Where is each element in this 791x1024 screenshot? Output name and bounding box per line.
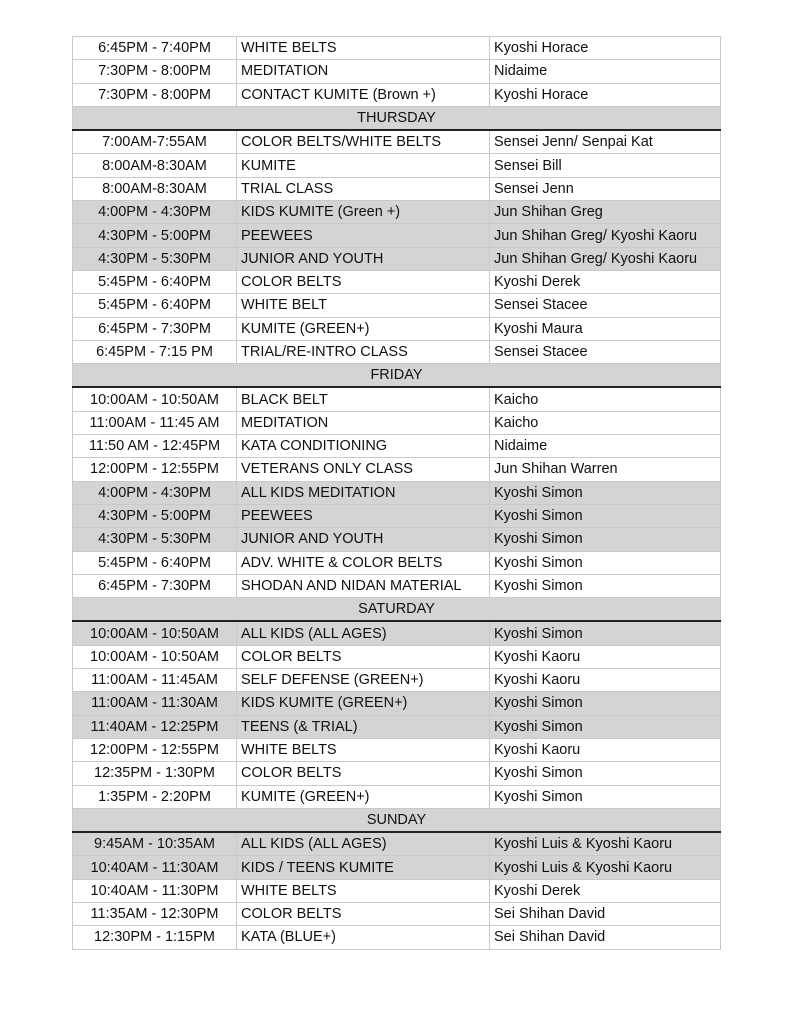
schedule-row xyxy=(73,692,721,715)
instructor-name: Kaicho xyxy=(490,387,721,411)
class-name: KIDS KUMITE (GREEN+) xyxy=(237,692,490,715)
schedule-row xyxy=(73,435,721,458)
class-name: COLOR BELTS xyxy=(237,645,490,668)
class-time: 12:35PM - 1:30PM xyxy=(73,762,237,785)
class-time: 8:00AM-8:30AM xyxy=(73,154,237,177)
class-time: 11:00AM - 11:45 AM xyxy=(73,411,237,434)
instructor-name: Jun Shihan Greg xyxy=(490,201,721,224)
instructor-name: Sensei Jenn xyxy=(490,177,721,200)
schedule-row xyxy=(73,528,721,551)
instructor-name: Sensei Bill xyxy=(490,154,721,177)
class-time: 7:30PM - 8:00PM xyxy=(73,60,237,83)
schedule-row xyxy=(73,574,721,597)
class-name: KATA CONDITIONING xyxy=(237,435,490,458)
class-name: COLOR BELTS/WHITE BELTS xyxy=(237,130,490,154)
day-header: SATURDAY xyxy=(73,598,721,622)
instructor-name: Kyoshi Derek xyxy=(490,270,721,293)
class-name: PEEWEES xyxy=(237,504,490,527)
class-name: WHITE BELT xyxy=(237,294,490,317)
class-time: 12:30PM - 1:15PM xyxy=(73,926,237,949)
instructor-name: Kyoshi Simon xyxy=(490,481,721,504)
class-name: TEENS (& TRIAL) xyxy=(237,715,490,738)
instructor-name: Sensei Jenn/ Senpai Kat xyxy=(490,130,721,154)
instructor-name: Kyoshi Derek xyxy=(490,879,721,902)
instructor-name: Sei Shihan David xyxy=(490,926,721,949)
schedule-row xyxy=(73,154,721,177)
schedule-row xyxy=(73,458,721,481)
instructor-name: Kyoshi Luis & Kyoshi Kaoru xyxy=(490,832,721,856)
instructor-name: Sensei Stacee xyxy=(490,340,721,363)
instructor-name: Kyoshi Maura xyxy=(490,317,721,340)
day-header-row xyxy=(73,808,721,832)
class-time: 11:00AM - 11:30AM xyxy=(73,692,237,715)
schedule-row xyxy=(73,926,721,949)
schedule-row xyxy=(73,60,721,83)
schedule-row xyxy=(73,669,721,692)
class-time: 5:45PM - 6:40PM xyxy=(73,294,237,317)
instructor-name: Kyoshi Horace xyxy=(490,83,721,106)
instructor-name: Kyoshi Horace xyxy=(490,37,721,60)
schedule-row xyxy=(73,504,721,527)
class-time: 6:45PM - 7:40PM xyxy=(73,37,237,60)
schedule-row xyxy=(73,481,721,504)
class-time: 10:40AM - 11:30AM xyxy=(73,856,237,879)
schedule-body xyxy=(73,37,721,950)
class-time: 12:00PM - 12:55PM xyxy=(73,458,237,481)
class-time: 10:40AM - 11:30PM xyxy=(73,879,237,902)
class-time: 4:00PM - 4:30PM xyxy=(73,481,237,504)
schedule-row xyxy=(73,411,721,434)
class-time: 10:00AM - 10:50AM xyxy=(73,621,237,645)
class-name: COLOR BELTS xyxy=(237,762,490,785)
schedule-row xyxy=(73,387,721,411)
instructor-name: Kyoshi Simon xyxy=(490,528,721,551)
class-name: COLOR BELTS xyxy=(237,270,490,293)
class-time: 11:00AM - 11:45AM xyxy=(73,669,237,692)
class-time: 11:40AM - 12:25PM xyxy=(73,715,237,738)
instructor-name: Nidaime xyxy=(490,60,721,83)
schedule-row xyxy=(73,130,721,154)
day-header-row xyxy=(73,106,721,130)
class-time: 4:30PM - 5:30PM xyxy=(73,528,237,551)
class-name: TRIAL CLASS xyxy=(237,177,490,200)
schedule-row xyxy=(73,201,721,224)
schedule-row xyxy=(73,902,721,925)
class-time: 12:00PM - 12:55PM xyxy=(73,738,237,761)
class-schedule-table xyxy=(72,36,721,950)
instructor-name: Kyoshi Simon xyxy=(490,621,721,645)
day-header: THURSDAY xyxy=(73,106,721,130)
schedule-row xyxy=(73,551,721,574)
class-name: ADV. WHITE & COLOR BELTS xyxy=(237,551,490,574)
schedule-row xyxy=(73,224,721,247)
class-time: 4:30PM - 5:30PM xyxy=(73,247,237,270)
schedule-row xyxy=(73,738,721,761)
instructor-name: Jun Shihan Warren xyxy=(490,458,721,481)
instructor-name: Nidaime xyxy=(490,435,721,458)
instructor-name: Kyoshi Simon xyxy=(490,785,721,808)
class-time: 5:45PM - 6:40PM xyxy=(73,551,237,574)
schedule-row xyxy=(73,715,721,738)
class-name: SELF DEFENSE (GREEN+) xyxy=(237,669,490,692)
schedule-row xyxy=(73,83,721,106)
class-time: 4:00PM - 4:30PM xyxy=(73,201,237,224)
instructor-name: Kyoshi Kaoru xyxy=(490,669,721,692)
class-time: 10:00AM - 10:50AM xyxy=(73,645,237,668)
schedule-row xyxy=(73,785,721,808)
class-name: ALL KIDS MEDITATION xyxy=(237,481,490,504)
class-time: 4:30PM - 5:00PM xyxy=(73,224,237,247)
day-header: FRIDAY xyxy=(73,364,721,388)
class-name: MEDITATION xyxy=(237,411,490,434)
instructor-name: Kyoshi Simon xyxy=(490,551,721,574)
schedule-row xyxy=(73,762,721,785)
instructor-name: Kyoshi Luis & Kyoshi Kaoru xyxy=(490,856,721,879)
day-header-row xyxy=(73,364,721,388)
class-name: WHITE BELTS xyxy=(237,738,490,761)
class-name: WHITE BELTS xyxy=(237,879,490,902)
class-time: 4:30PM - 5:00PM xyxy=(73,504,237,527)
class-name: PEEWEES xyxy=(237,224,490,247)
day-header: SUNDAY xyxy=(73,808,721,832)
class-time: 11:50 AM - 12:45PM xyxy=(73,435,237,458)
class-time: 7:30PM - 8:00PM xyxy=(73,83,237,106)
instructor-name: Kyoshi Kaoru xyxy=(490,645,721,668)
schedule-row xyxy=(73,247,721,270)
class-time: 6:45PM - 7:30PM xyxy=(73,317,237,340)
instructor-name: Kyoshi Simon xyxy=(490,504,721,527)
class-time: 6:45PM - 7:15 PM xyxy=(73,340,237,363)
schedule-row xyxy=(73,645,721,668)
class-time: 8:00AM-8:30AM xyxy=(73,177,237,200)
class-name: ALL KIDS (ALL AGES) xyxy=(237,621,490,645)
instructor-name: Kyoshi Simon xyxy=(490,715,721,738)
class-name: KIDS / TEENS KUMITE xyxy=(237,856,490,879)
class-time: 9:45AM - 10:35AM xyxy=(73,832,237,856)
class-name: KUMITE xyxy=(237,154,490,177)
schedule-row xyxy=(73,879,721,902)
day-header-row xyxy=(73,598,721,622)
class-name: VETERANS ONLY CLASS xyxy=(237,458,490,481)
class-name: COLOR BELTS xyxy=(237,902,490,925)
schedule-row xyxy=(73,37,721,60)
class-name: KATA (BLUE+) xyxy=(237,926,490,949)
class-name: CONTACT KUMITE (Brown +) xyxy=(237,83,490,106)
instructor-name: Kaicho xyxy=(490,411,721,434)
class-name: BLACK BELT xyxy=(237,387,490,411)
class-time: 6:45PM - 7:30PM xyxy=(73,574,237,597)
class-time: 5:45PM - 6:40PM xyxy=(73,270,237,293)
class-time: 1:35PM - 2:20PM xyxy=(73,785,237,808)
instructor-name: Kyoshi Simon xyxy=(490,692,721,715)
class-name: KIDS KUMITE (Green +) xyxy=(237,201,490,224)
instructor-name: Sei Shihan David xyxy=(490,902,721,925)
instructor-name: Jun Shihan Greg/ Kyoshi Kaoru xyxy=(490,224,721,247)
class-name: WHITE BELTS xyxy=(237,37,490,60)
instructor-name: Sensei Stacee xyxy=(490,294,721,317)
instructor-name: Kyoshi Simon xyxy=(490,574,721,597)
class-time: 7:00AM-7:55AM xyxy=(73,130,237,154)
schedule-row xyxy=(73,270,721,293)
schedule-row xyxy=(73,832,721,856)
class-name: JUNIOR AND YOUTH xyxy=(237,528,490,551)
schedule-row xyxy=(73,317,721,340)
class-name: KUMITE (GREEN+) xyxy=(237,317,490,340)
instructor-name: Kyoshi Simon xyxy=(490,762,721,785)
schedule-row xyxy=(73,177,721,200)
class-name: ALL KIDS (ALL AGES) xyxy=(237,832,490,856)
schedule-row xyxy=(73,294,721,317)
schedule-row xyxy=(73,856,721,879)
class-name: KUMITE (GREEN+) xyxy=(237,785,490,808)
schedule-row xyxy=(73,621,721,645)
schedule-row xyxy=(73,340,721,363)
class-time: 10:00AM - 10:50AM xyxy=(73,387,237,411)
class-name: MEDITATION xyxy=(237,60,490,83)
instructor-name: Jun Shihan Greg/ Kyoshi Kaoru xyxy=(490,247,721,270)
class-time: 11:35AM - 12:30PM xyxy=(73,902,237,925)
instructor-name: Kyoshi Kaoru xyxy=(490,738,721,761)
class-name: TRIAL/RE-INTRO CLASS xyxy=(237,340,490,363)
class-name: JUNIOR AND YOUTH xyxy=(237,247,490,270)
class-name: SHODAN AND NIDAN MATERIAL xyxy=(237,574,490,597)
